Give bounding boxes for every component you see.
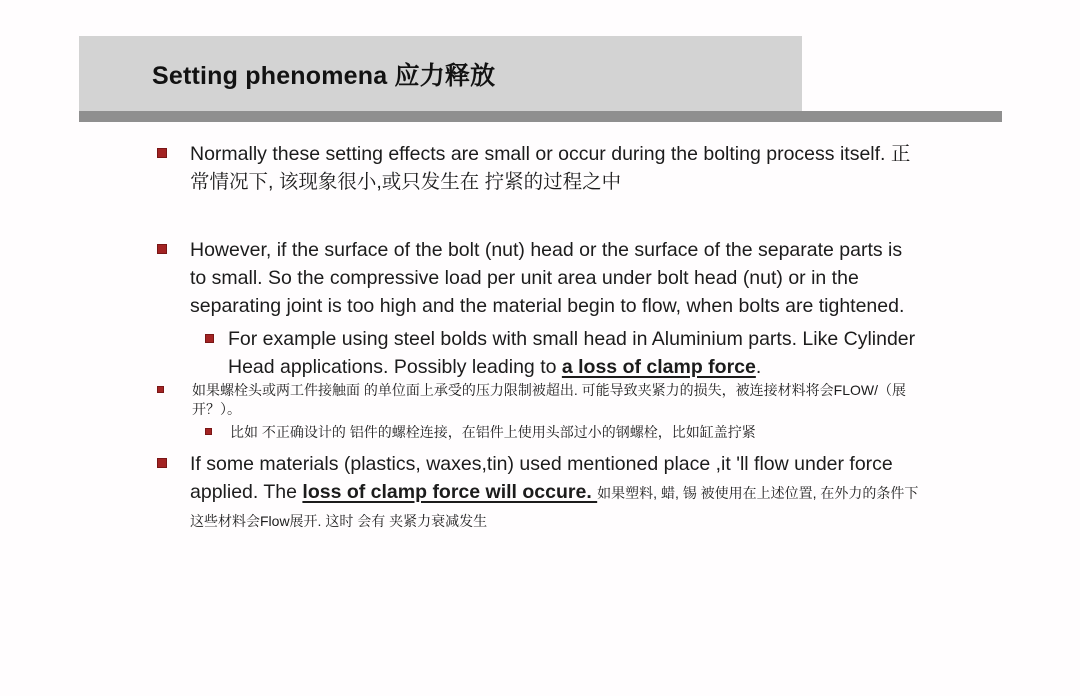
bullet-1-text: Normally these setting effects are small or occur during the bolting process itself. 正常情况下, 该现象很小,或只发生在 拧紧的过程之中 [190, 143, 911, 193]
bullet-5-text: 比如 不正确设计的 铝件的螺栓连接，在铝件上使用头部过小的钢螺栓，比如缸盖拧紧 [230, 424, 756, 440]
bullet-item-2 [157, 236, 1080, 320]
bullet-6-text-chinese-note: 如果塑料, 蜡, 锡 被使用在上述位置, 在外力的条件下 这些材料会Flow展开. 这时 会有 夹紧力衰减发生 [190, 485, 919, 529]
bullet-item-3 [205, 325, 1080, 381]
slide-title: Setting phenomena 应力释放 [152, 61, 496, 90]
bullet-text [190, 236, 922, 320]
bullet-square-icon [157, 458, 167, 468]
bullet-item-1 [157, 140, 1080, 196]
title-bar [79, 36, 802, 111]
bullet-square-icon [157, 244, 167, 254]
bullet-square-icon [157, 148, 167, 158]
bullet-4-text: 如果螺栓头或两工件接触面 的单位面上承受的压力限制被超出. 可能导致夹紧力的损失，被连接材料将会FLOW/（展开？）。 [192, 382, 906, 417]
bullet-text [192, 381, 926, 419]
bullet-text [228, 325, 918, 381]
title-underline-strip [79, 111, 1002, 122]
bullet-3-text-period: . [755, 356, 762, 378]
bullet-item-6 [157, 450, 1080, 534]
bullet-item-4 [157, 381, 1080, 419]
bullet-3-text-emphasis: a loss of clamp force [561, 356, 756, 378]
bullet-6-text-emphasis: loss of clamp force will occure. [302, 481, 598, 503]
bullet-2-text: However, if the surface of the bolt (nut) head or the surface of the separate parts is to small. So the compressive load per unit area under bolt head (nut) or in the separating joint is too high and the material begin to flow, when bolts are tightened. [190, 239, 905, 317]
bullet-square-icon [157, 386, 164, 393]
slide-body [0, 128, 1080, 534]
bullet-6-text-normal: If some materials (plastics, waxes,tin) used mentioned place ,it 'll flow under force applied. The [190, 453, 893, 503]
bullet-text [190, 450, 922, 534]
bullet-text [230, 423, 934, 442]
bullet-square-icon [205, 428, 212, 435]
bullet-text [190, 140, 922, 196]
bullet-square-icon [205, 334, 214, 343]
bullet-3-text-normal: For example using steel bolds with small head in Aluminium parts. Like Cylinder Head applications. Possibly leading to [228, 328, 916, 378]
bullet-item-5 [205, 423, 1080, 442]
